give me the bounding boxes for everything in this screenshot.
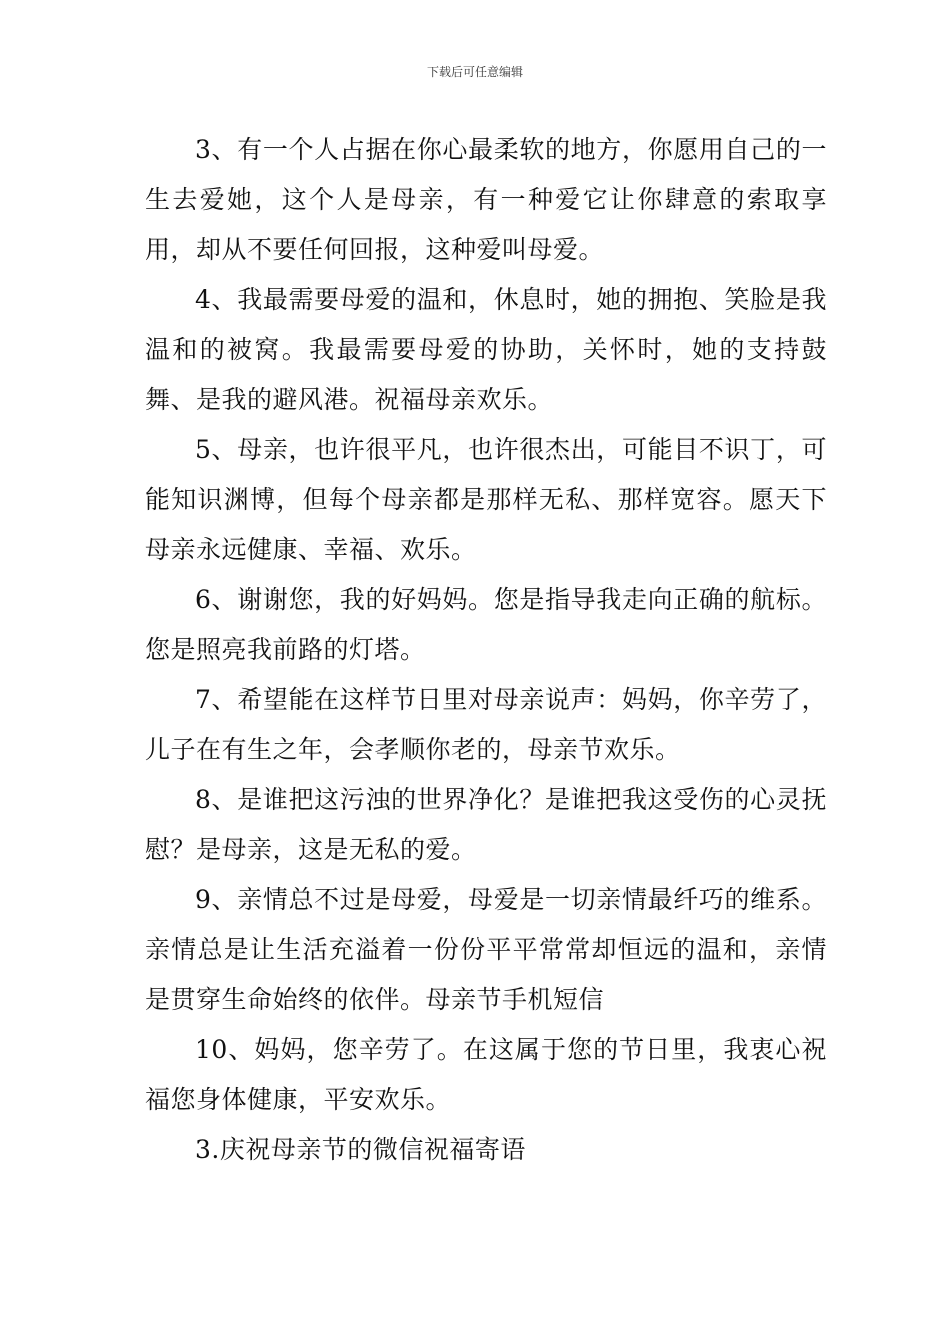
paragraph-7: 7、希望能在这样节日里对母亲说声：妈妈，你辛劳了，儿子在有生之年，会孝顺你老的，母亲节欢乐。 [145, 685, 827, 764]
paragraph-8: 8、是谁把这污浊的世界净化？是谁把我这受伤的心灵抚慰？是母亲，这是无私的爱。 [145, 785, 827, 864]
paragraph-5: 5、母亲，也许很平凡，也许很杰出，可能目不识丁，可能知识渊博，但每个母亲都是那样无私、那样宽容。愿天下母亲永远健康、幸福、欢乐。 [145, 435, 827, 564]
page-header: 下载后可任意编辑 [426, 65, 523, 79]
paragraph-4: 4、我最需要母爱的温和，休息时，她的拥抱、笑脸是我温和的被窝。我最需要母爱的协助，关怀时，她的支持鼓舞、是我的避风港。祝福母亲欢乐。 [145, 285, 827, 414]
document-body [145, 125, 827, 1175]
paragraph-6: 6、谢谢您，我的好妈妈。您是指导我走向正确的航标。您是照亮我前路的灯塔。 [145, 585, 827, 664]
paragraph-3: 3、有一个人占据在你心最柔软的地方，你愿用自己的一生去爱她，这个人是母亲，有一种爱它让你肆意的索取享用，却从不要任何回报，这种爱叫母爱。 [145, 135, 827, 264]
section-heading: 3.庆祝母亲节的微信祝福寄语 [195, 1135, 526, 1164]
paragraph-10: 10、妈妈，您辛劳了。在这属于您的节日里，我衷心祝福您身体健康，平安欢乐。 [145, 1035, 827, 1114]
paragraph-9: 9、亲情总不过是母爱，母爱是一切亲情最纤巧的维系。亲情总是让生活充溢着一份份平平常常却恒远的温和，亲情是贯穿生命始终的依伴。母亲节手机短信 [145, 885, 827, 1014]
